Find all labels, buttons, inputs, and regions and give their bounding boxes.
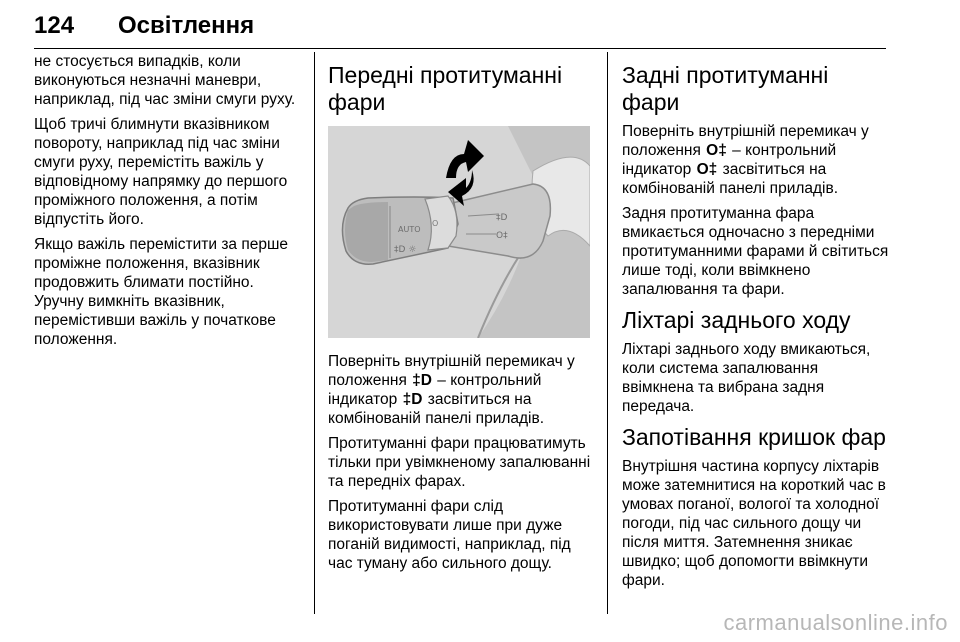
column-left bbox=[34, 52, 304, 355]
svg-text:O: O bbox=[432, 219, 439, 228]
fog-light-switch-illustration bbox=[328, 126, 590, 338]
watermark-brand: carmanualsonline.info bbox=[723, 610, 948, 635]
column-divider bbox=[607, 52, 608, 614]
paragraph: Якщо важіль перемістити за перше проміжне положення, вказівник продовжить блимати постійно. Уручну вимкніть вказівник, перемістивши важіль у початкове положення. bbox=[34, 236, 289, 348]
paragraph: Поверніть внутрішній перемикач у положення O‡ – контрольний індикатор O‡ засвітиться на комбінованій панелі приладів. bbox=[622, 123, 869, 197]
paragraph: Ліхтарі заднього ходу вмикаються, коли система запалювання ввімкнена та вибрана задня передача. bbox=[622, 341, 871, 415]
heading-rear-fog-lights: Задні протитуманні фари bbox=[622, 62, 829, 115]
svg-text:O‡: O‡ bbox=[496, 231, 508, 241]
section-title: Освітлення bbox=[118, 12, 255, 39]
heading-reversing-lights: Ліхтарі заднього ходу bbox=[622, 307, 851, 333]
page-number: 124 bbox=[34, 12, 75, 39]
front-fog-light-icon: ‡D bbox=[402, 391, 423, 408]
heading-front-fog-lights: Передні протитуманні фари bbox=[328, 62, 563, 115]
rear-fog-light-icon: O‡ bbox=[696, 161, 718, 178]
front-fog-light-icon: ‡D bbox=[412, 372, 432, 389]
paragraph: Поверніть внутрішній перемикач у положення ‡D – контрольний індикатор ‡D засвітиться на комбінованій панелі приладів. bbox=[328, 353, 575, 427]
paragraph: Щоб тричі блимнути вказівником повороту, наприклад під час зміни смуги руху, перемістіть важіль у відповідному напрямку до першого проміжного положення, а потім відпустіть його. bbox=[34, 116, 288, 228]
heading-misted-light-housings: Запотівання кришок фар bbox=[622, 424, 886, 450]
paragraph: Внутрішня частина корпусу ліхтарів може затемнитися на короткий час в умовах поганої, вологої та холодної погоди, під час сильного дощу чи після миття. Затемнення зникає швидко; щоб допомогти ввімкнути фари. bbox=[622, 458, 886, 589]
svg-text:‡D ☼: ‡D ☼ bbox=[394, 245, 417, 255]
page-header bbox=[34, 6, 886, 46]
paragraph: Протитуманні фари працюватимуть тільки при увімкненому запалюванні та передніх фарах. bbox=[328, 435, 591, 490]
svg-text:AUTO: AUTO bbox=[398, 225, 421, 234]
column-divider bbox=[314, 52, 315, 614]
paragraph: Задня протитуманна фара вмикається одночасно з передніми протитуманними фарами й світиться лише тоді, коли ввімкнено запалювання та фари. bbox=[622, 205, 889, 298]
rear-fog-light-icon: O‡ bbox=[706, 142, 727, 159]
paragraph: Протитуманні фари слід використовувати лише при дуже поганій видимості, наприклад, під час туману або сильного дощу. bbox=[328, 498, 571, 572]
svg-text:‡D: ‡D bbox=[496, 213, 508, 223]
column-right bbox=[622, 52, 892, 596]
column-middle bbox=[328, 52, 598, 579]
paragraph: не стосується випадків, коли виконуються незначні маневри, наприклад, під час зміни смуги руху. bbox=[34, 53, 296, 108]
header-rule bbox=[34, 48, 886, 49]
